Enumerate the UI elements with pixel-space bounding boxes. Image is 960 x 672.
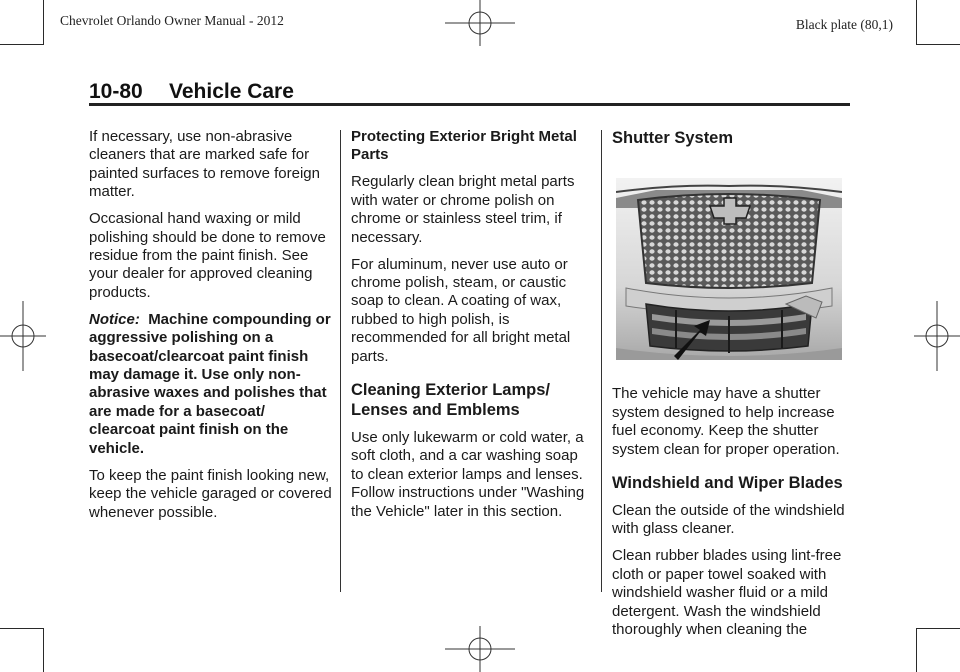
paragraph-cleaning-lamps: Use only lukewarm or cold water, a soft cloth, and a car washing soap to clean exterior lamps and lenses. Follow instructions under "Washing the Vehicle" later in this section. bbox=[351, 429, 585, 520]
header-rule bbox=[89, 103, 850, 106]
heading-windshield-wiper: Windshield and Wiper Blades bbox=[612, 474, 843, 493]
crop-mark-top-right-h bbox=[916, 44, 960, 45]
crop-mark-bottom-left-h bbox=[0, 628, 44, 629]
paragraph-rubber-blades: Clean rubber blades using lint-free cloth or paper towel soaked with windshield washer fluid or a mild detergent. Wash the windshield thoroughly when cleaning the bbox=[612, 547, 842, 639]
notice-block bbox=[89, 311, 334, 458]
crop-mark-top-right-v bbox=[916, 0, 917, 44]
crop-mark-bottom-right-h bbox=[916, 628, 960, 629]
registration-target-top-icon bbox=[445, 0, 515, 46]
crop-mark-bottom-right-v bbox=[916, 628, 917, 672]
registration-target-bottom-icon bbox=[445, 626, 515, 672]
column-1 bbox=[89, 128, 334, 531]
shutter-system-illustration bbox=[616, 178, 842, 360]
crop-mark-top-left-h bbox=[0, 44, 44, 45]
column-divider-1 bbox=[340, 130, 341, 592]
slug-plate-info: Black plate (80,1) bbox=[795, 17, 893, 32]
heading-shutter-system: Shutter System bbox=[612, 129, 734, 147]
subheading-bright-metal: Protecting Exterior Bright Metal Parts bbox=[351, 128, 577, 164]
column-divider-2 bbox=[601, 130, 602, 592]
slug-manual-title: Chevrolet Orlando Owner Manual - 2012 bbox=[60, 13, 284, 28]
paragraph-hand-waxing: Occasional hand waxing or mild polishing should be done to remove residue from the paint finish. See your dealer for approved cleaning products. bbox=[89, 210, 326, 301]
page-number: 10-80 bbox=[89, 80, 143, 103]
notice-text: Machine compounding or aggressive polishing on a basecoat/clearcoat paint finish may damage it. Use only non-abrasive waxes and polishes that are made for a basecoat/ clearcoat paint finish on the vehicle. bbox=[89, 310, 331, 457]
paragraph-shutter-system: The vehicle may have a shutter system designed to help increase fuel economy. Keep the shutter system clean for proper operation. bbox=[612, 385, 840, 458]
paragraph-bright-metal: Regularly clean bright metal parts with water or chrome polish on chrome or stainless steel trim, if necessary. bbox=[351, 173, 575, 246]
paragraph-nonabrasive-cleaners: If necessary, use non-abrasive cleaners that are marked safe for painted surfaces to remove foreign matter. bbox=[89, 128, 320, 201]
paragraph-windshield-glass: Clean the outside of the windshield with glass cleaner. bbox=[612, 502, 845, 538]
registration-target-left-icon bbox=[0, 301, 46, 371]
column-2 bbox=[351, 128, 585, 530]
section-title: Vehicle Care bbox=[169, 80, 294, 103]
paragraph-keep-garaged: To keep the paint finish looking new, keep the vehicle garaged or covered whenever possible. bbox=[89, 466, 332, 521]
notice-label: Notice: bbox=[89, 310, 140, 328]
column-3 bbox=[612, 128, 848, 648]
paragraph-aluminum: For aluminum, never use auto or chrome polish, steam, or caustic soap to clean. A coating of wax, rubbed to high polish, is recommended for all bright metal parts. bbox=[351, 255, 571, 365]
crop-mark-bottom-left-v bbox=[43, 628, 44, 672]
registration-target-right-icon bbox=[914, 301, 960, 371]
crop-mark-top-left-v bbox=[43, 0, 44, 44]
heading-cleaning-lamps: Cleaning Exterior Lamps/ Lenses and Emblems bbox=[351, 381, 550, 420]
page-header bbox=[89, 80, 294, 104]
